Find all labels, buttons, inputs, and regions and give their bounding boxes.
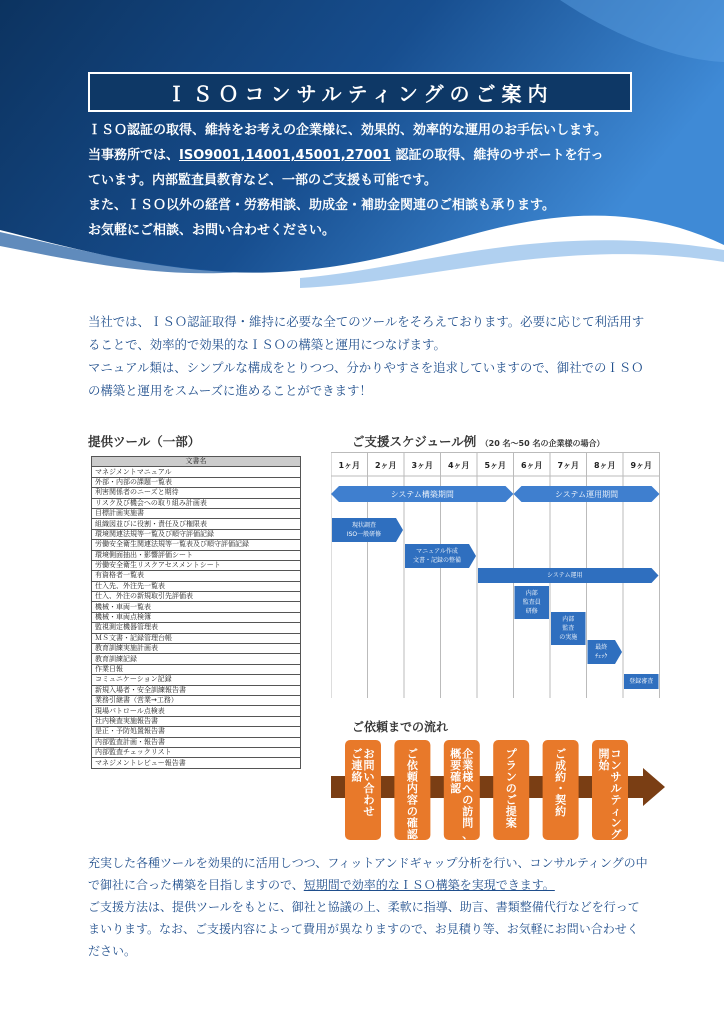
tool-name: 教育訓練実施計画表 (92, 644, 301, 654)
tools-row (92, 695, 301, 705)
tool-name: 業務引継書（営業→工務） (92, 695, 301, 705)
flow-step-label: お問い合わせ (363, 747, 375, 818)
tool-name: 環境側面抽出・影響評価シート (92, 550, 301, 560)
tool-name: 内部監査チェックリスト (92, 747, 301, 757)
task-label: システム運用 (547, 572, 583, 579)
tools-row (92, 488, 301, 498)
task-label: 現状調査 (351, 522, 377, 529)
flow-step-label: 開始 (598, 747, 610, 772)
tool-name: 内部監査計画・報告書 (92, 737, 301, 747)
task-label: ﾁｪｯｸ (595, 653, 608, 660)
flow-step-label: ご連絡 (351, 747, 363, 784)
task-label: 研修 (525, 608, 538, 615)
task-label: 文書・記録の整備 (412, 557, 462, 564)
tools-row (92, 716, 301, 726)
intro-text-part: 当事務所では、 (88, 148, 180, 163)
task-label: 登録審査 (629, 678, 654, 685)
closing-p1-text: 充実した各種ツールを効果的に活用しつつ、フィットアンドギャップ分析を行い、コンサルティングの中で御社に合った構築を目指しますので、 (88, 856, 648, 892)
flow-step-label: 企業様への訪問、 (462, 747, 474, 841)
tool-name: ＭＳ文書・記録管理台帳 (92, 633, 301, 643)
tools-table (91, 456, 301, 769)
tool-name: 作業日報 (92, 664, 301, 674)
tool-name: 労働安全衛生関連法規等一覧表及び順守評価記録 (92, 540, 301, 550)
tools-row (92, 633, 301, 643)
task-label: 内部 (562, 616, 575, 623)
flow-step-label: ご成約・契約 (555, 747, 567, 818)
tools-row (92, 540, 301, 550)
month-label: 4ヶ月 (447, 461, 470, 470)
tool-name: 仕入先、外注先一覧表 (92, 581, 301, 591)
tool-name: 機械・車両一覧表 (92, 602, 301, 612)
tool-name: 組織図並びに役割・責任及び権限表 (92, 519, 301, 529)
task-label: 監査 (562, 625, 575, 632)
flow-heading: ご依頼までの流れ (352, 720, 449, 734)
tool-name: 環境関連法規等一覧及び順守評価記録 (92, 529, 301, 539)
task-label: 最終 (595, 644, 608, 651)
tool-name: 教育訓練記録 (92, 654, 301, 664)
tools-row (92, 519, 301, 529)
task-label: ISO一般研修 (346, 531, 382, 538)
tools-row (92, 581, 301, 591)
phase-label: システム運用期間 (554, 490, 619, 499)
tool-name: マネジメントレビュー報告書 (92, 758, 301, 768)
tools-row (92, 737, 301, 747)
task-label: の実施 (559, 634, 578, 641)
intro-text-part: 認証の取得、維持のサポートを行っ (390, 148, 604, 163)
page-title: ＩＳＯコンサルティングのご案内 (88, 72, 632, 112)
tools-row (92, 758, 301, 768)
tools-row (92, 727, 301, 737)
tools-row (92, 592, 301, 602)
tools-column-header: 文書名 (92, 457, 301, 467)
tools-row (92, 498, 301, 508)
intro-line (88, 143, 648, 168)
task-label: 内部 (525, 590, 538, 597)
flow-step-label: ご依頼内容の確認 (406, 747, 418, 841)
tools-row (92, 706, 301, 716)
schedule-chart (331, 452, 661, 698)
intro-line: お気軽にご相談、お問い合わせください。 (88, 223, 336, 238)
schedule-heading (352, 432, 604, 450)
month-label: 9ヶ月 (630, 461, 653, 470)
intro-text (88, 118, 648, 243)
tools-row (92, 685, 301, 695)
flow-step-label: プランのご提案 (505, 747, 517, 830)
tools-row (92, 675, 301, 685)
tool-name: 労働安全衛生リスクアセスメントシート (92, 560, 301, 570)
tool-name: 現場パトロール点検表 (92, 706, 301, 716)
tool-name: 目標計画実施書 (92, 508, 301, 518)
month-label: 5ヶ月 (484, 461, 507, 470)
month-label: 2ヶ月 (374, 461, 397, 470)
tools-row (92, 550, 301, 560)
tools-row (92, 560, 301, 570)
tool-name: 社内検査実施報告書 (92, 716, 301, 726)
tool-name: 機械・車両点検簿 (92, 612, 301, 622)
tool-name: 監視測定機器管理表 (92, 623, 301, 633)
tool-name: コミュニケーション記録 (92, 675, 301, 685)
tool-name: 利害関係者のニーズと期待 (92, 488, 301, 498)
closing-p1 (88, 852, 648, 896)
tools-heading: 提供ツール（一部） (88, 434, 201, 449)
closing-p2: ご支援方法は、提供ツールをもとに、御社と協議の上、柔軟に指導、助言、書類整備代行などを行ってまいります。なお、ご支援内容によって費用が異なりますので、お見積り等、お気軽にお問い合わせください。 (88, 900, 640, 958)
tool-name: 仕入、外注の新規取引先評価表 (92, 592, 301, 602)
task-label: マニュアル作成 (416, 548, 458, 555)
flow-step-label: 概要確認 (450, 747, 462, 795)
lead-paragraph (88, 310, 648, 402)
tools-row (92, 508, 301, 518)
tool-name: 外部・内部の課題一覧表 (92, 477, 301, 487)
tools-row (92, 747, 301, 757)
tool-name: リスク及び機会への取り組み計画表 (92, 498, 301, 508)
tool-name: 有資格者一覧表 (92, 571, 301, 581)
lead-p2: マニュアル類は、シンプルな構成をとりつつ、分かりやすさを追求していますので、御社でのＩＳＯの構築と運用をスムーズに進めることができます！ (88, 360, 644, 398)
tool-name: 新規入場者・安全訓練報告書 (92, 685, 301, 695)
lead-p1: 当社では、ＩＳＯ認証取得・維持に必要な全てのツールをそろえております。必要に応じて利活用することで、効率的で効果的なＩＳＯの構築と運用につなげます。 (88, 314, 645, 352)
tools-row (92, 529, 301, 539)
month-label: 3ヶ月 (411, 461, 434, 470)
month-label: 8ヶ月 (593, 461, 616, 470)
tools-row (92, 602, 301, 612)
tools-row (92, 612, 301, 622)
month-label: 1ヶ月 (338, 461, 361, 470)
intro-line: ています。内部監査員教育など、一部のご支援も可能です。 (88, 173, 437, 188)
flow-diagram (331, 732, 665, 842)
tools-row (92, 571, 301, 581)
flow-step-label: コンサルティング (610, 747, 622, 841)
schedule-title: ご支援スケジュール例 (352, 434, 477, 449)
phase-label: システム構築期間 (390, 490, 454, 499)
intro-line: また、ＩＳＯ以外の経営・労務相談、助成金・補助金関連のご相談も承ります。 (88, 198, 555, 213)
tools-row (92, 644, 301, 654)
tools-row (92, 654, 301, 664)
schedule-note: （20 名～50 名の企業様の場合） (480, 439, 605, 448)
tools-row (92, 664, 301, 674)
iso-standards: ISO9001,14001,45001,27001 (179, 148, 391, 163)
task-label: 監査員 (522, 599, 541, 606)
intro-line: ＩＳＯ認証の取得、維持をお考えの企業様に、効果的、効率的な運用のお手伝いします。 (88, 123, 607, 138)
tool-name: マネジメントマニュアル (92, 467, 301, 477)
tools-row (92, 467, 301, 477)
month-label: 7ヶ月 (557, 461, 580, 470)
tools-row (92, 477, 301, 487)
closing-highlight: 短期間で効率的なＩＳＯ構築を実現できます。 (303, 878, 555, 892)
tools-row (92, 623, 301, 633)
tool-name: 是正・予防処置報告書 (92, 727, 301, 737)
month-label: 6ヶ月 (520, 461, 543, 470)
closing-text (88, 852, 648, 962)
